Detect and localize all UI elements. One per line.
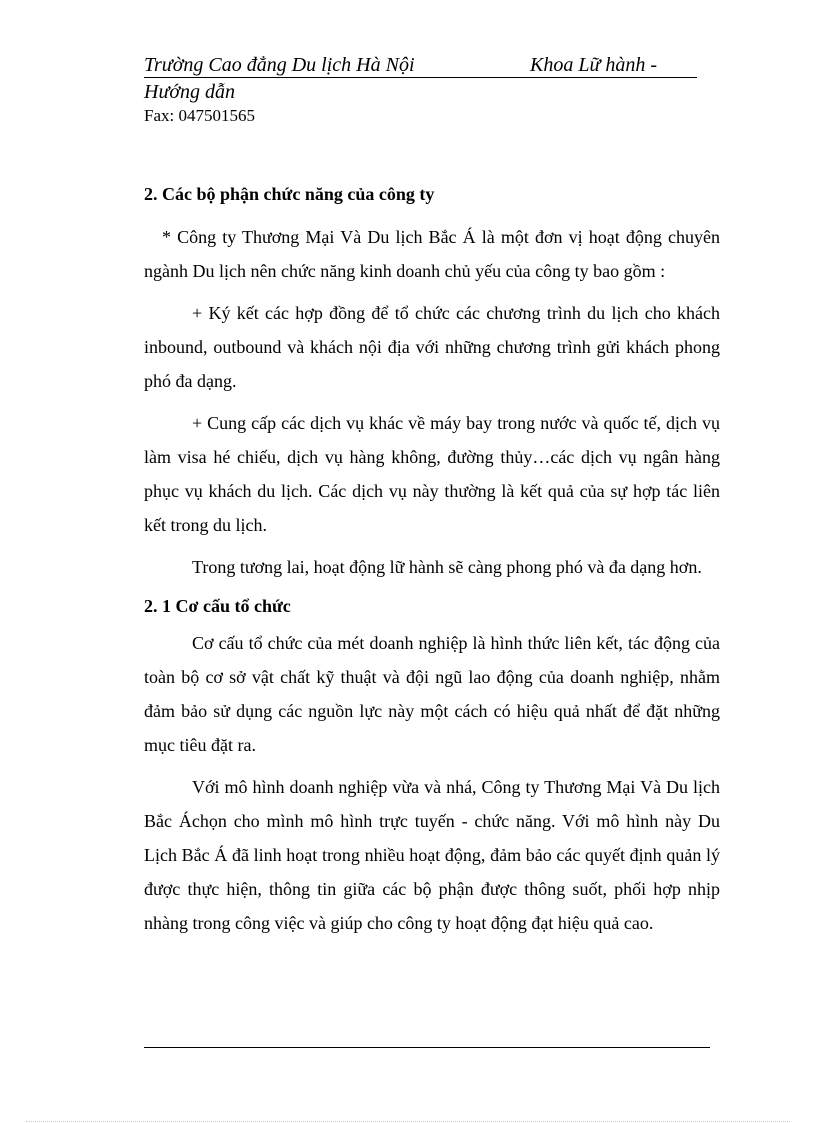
faculty-name-continued: Hướng dẫn	[144, 81, 236, 103]
structure-paragraph-1: Cơ cấu tổ chức của mét doanh nghiệp là hình thức liên kết, tác động của toàn bộ cơ sở vật chất kỹ thuật và đội ngũ lao động của doanh nghiệp, nhằm đảm bảo sử dụng các nguồn lực này một cách có hiệu quả nhất để đặt những mục tiêu đặt ra.	[144, 633, 720, 755]
page-bottom-border	[26, 1121, 790, 1122]
function-item-2: + Cung cấp các dịch vụ khác về máy bay trong nước và quốc tế, dịch vụ làm visa hé chiếu, dịch vụ hàng không, đường thủy…các dịch vụ ngân hàng phục vụ khách du lịch. Các dịch vụ này thường là kết quả của sự hợp tác liên kết trong du lịch.	[144, 413, 720, 535]
header-underline	[144, 77, 697, 78]
document-body	[144, 180, 720, 940]
footer-rule	[144, 1047, 710, 1048]
future-paragraph: Trong tương lai, hoạt động lữ hành sẽ càng phong phó và đa dạng hơn.	[192, 557, 702, 577]
faculty-name: Khoa Lữ hành -	[530, 54, 658, 76]
function-item-1: + Ký kết các hợp đồng để tổ chức các chương trình du lịch cho khách inbound, outbound và khách nội địa với những chương trình gửi khách phong phó đa dạng.	[144, 303, 720, 391]
fax-number: Fax: 047501565	[144, 106, 255, 125]
section-heading-functions: 2. Các bộ phận chức năng của công ty	[144, 184, 435, 204]
intro-paragraph: * Công ty Thương Mại Và Du lịch Bắc Á là một đơn vị hoạt động chuyên ngành Du lịch nên chức năng kinh doanh chủ yếu của công ty bao gồm :	[144, 227, 720, 281]
structure-paragraph-2: Với mô hình doanh nghiệp vừa và nhá, Công ty Thương Mại Và Du lịch Bắc Áchọn cho mình mô hình trực tuyến - chức năng. Với mô hình này Du Lịch Bắc Á đã linh hoạt trong nhiều hoạt động, đảm bảo các quyết định quản lý được thực hiện, thông tin giữa các bộ phận được thông suốt, phối hợp nhịp nhàng trong công việc và giúp cho công ty hoạt động đạt hiệu quả cao.	[144, 777, 720, 933]
header-line	[144, 52, 697, 79]
page-header	[144, 52, 697, 106]
section-heading-structure: 2. 1 Cơ cấu tổ chức	[144, 596, 291, 616]
school-name: Trường Cao đẳng Du lịch Hà Nội	[144, 54, 415, 76]
